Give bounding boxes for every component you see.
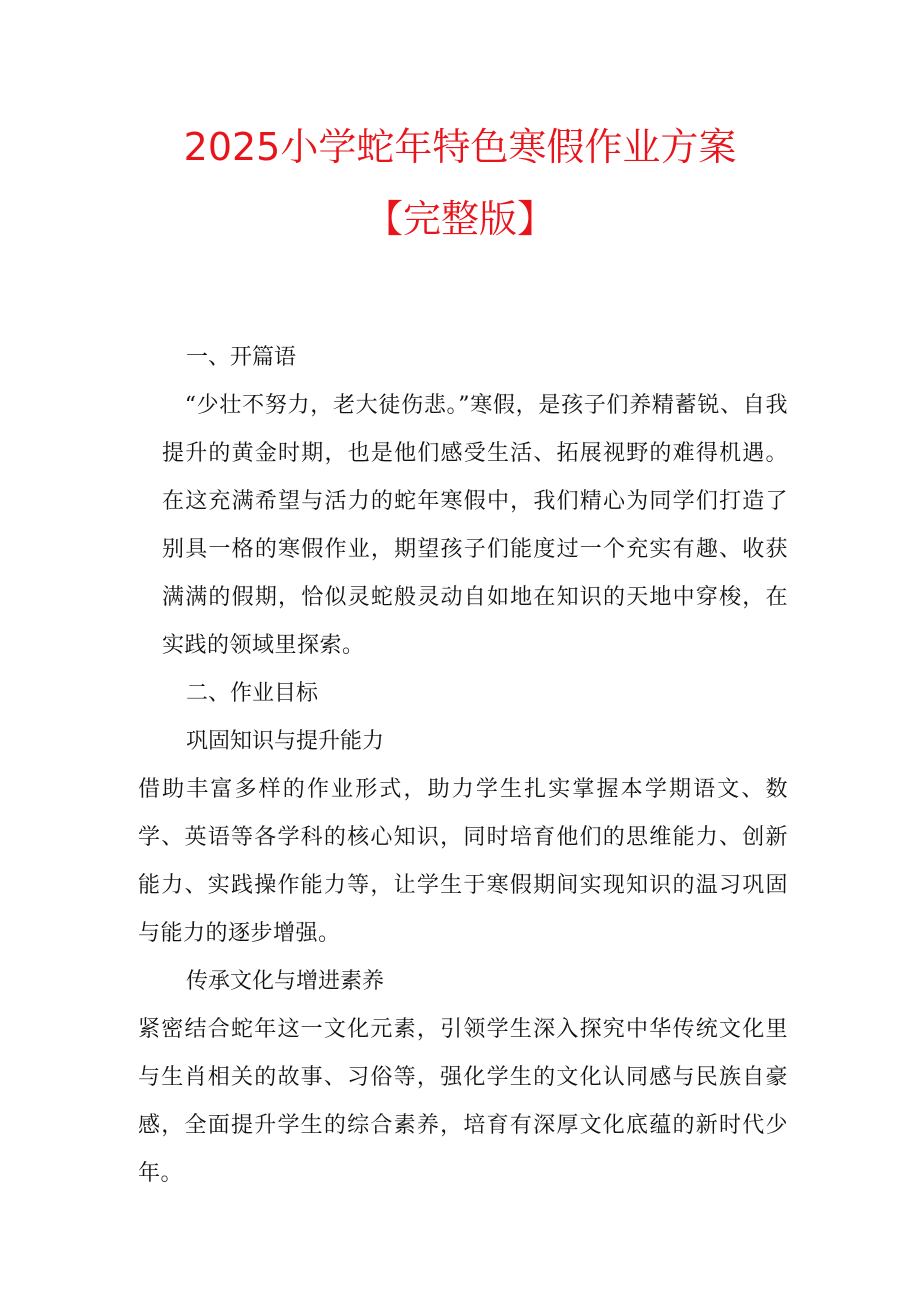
opening-paragraph: “少壮不努力，老大徒伤悲。”寒假，是孩子们养精蓄锐、自我提升的黄金时期，也是他们感受生活、拓展视野的难得机遇。在这充满希望与活力的蛇年寒假中，我们精心为同学们打造了别具一格的寒假作业，期望孩子们能度过一个充实有趣、收获满满的假期，恰似灵蛇般灵动自如地在知识的天地中穿梭，在实践的领域里探索。	[162, 393, 788, 658]
culture-paragraph: 紧密结合蛇年这一文化元素，引领学生深入探究中华传统文化里与生肖相关的故事、习俗等，强化学生的文化认同感与民族自豪感，全面提升学生的综合素养，培育有深厚文化底蕴的新时代少年。	[138, 1017, 788, 1186]
document-title: 2025小学蛇年特色寒假作业方案	[183, 125, 737, 169]
knowledge-paragraph: 借助丰富多样的作业形式，助力学生扎实掌握本学期语文、数学、英语等各学科的核心知识，同时培育他们的思维能力、创新能力、实践操作能力等，让学生于寒假期间实现知识的温习巩固与能力的逐步增强。	[138, 777, 788, 946]
section-heading-goals: 二、作业目标	[186, 681, 319, 706]
subheading-knowledge: 巩固知识与提升能力	[186, 729, 385, 754]
section-heading-opening: 一、开篇语	[186, 345, 297, 370]
subheading-culture: 传承文化与增进素养	[186, 969, 385, 994]
document-subtitle: 【完整版】	[364, 197, 555, 241]
